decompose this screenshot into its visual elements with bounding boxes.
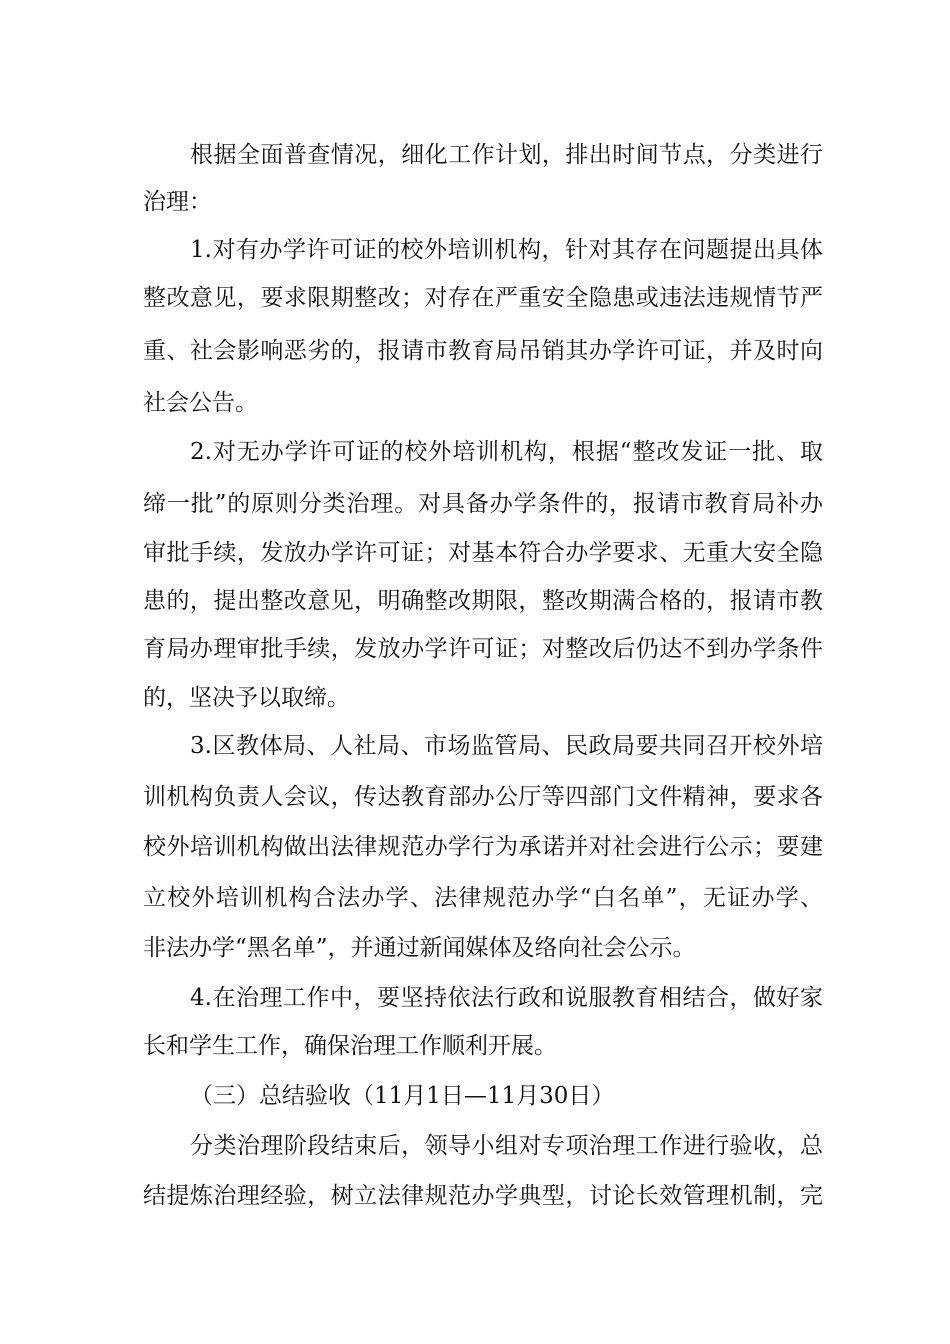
paragraph-line: 非法办学“黑名单”，并通过新闻媒体及络向社会公示。 [143,935,696,961]
paragraph-line: 社会公告。 [143,390,258,416]
paragraph-line: 治理： [143,189,212,215]
paragraph-line: 根据全面普查情况，细化工作计划，排出时间节点，分类进行 [190,142,823,168]
paragraph-line: 重、社会影响恶劣的，报请市教育局吊销其办学许可证，并及时向 [143,338,823,364]
paragraph-line: 4.在治理工作中，要坚持依法行政和说服教育相结合，做好家 [190,985,823,1011]
paragraph-line: 整改意见，要求限期整改；对存在严重安全隐患或违法违规情节严 [143,285,823,311]
paragraph-line: 分类治理阶段结束后，领导小组对专项治理工作进行验收，总 [190,1133,823,1159]
paragraph-line: 3.区教体局、人社局、市场监管局、民政局要共同召开校外培 [190,733,823,759]
paragraph-line: 训机构负责人会议，传达教育部办公厅等四部门文件精神，要求各 [143,784,823,810]
paragraph-line: 长和学生工作，确保治理工作顺利开展。 [143,1033,557,1059]
paragraph-line: 育局办理审批手续，发放办学许可证；对整改后仍达不到办学条件 [143,636,823,662]
paragraph-line: 审批手续，发放办学许可证；对基本符合办学要求、无重大安全隐 [143,540,823,566]
paragraph-line: 的，坚决予以取缔。 [143,685,350,711]
paragraph-line: 结提炼治理经验，树立法律规范办学典型，讨论长效管理机制，完 [143,1183,823,1209]
paragraph-line: 立校外培训机构合法办学、法律规范办学“白名单”，无证办学、 [143,885,823,911]
paragraph-line: 缔一批”的原则分类治理。对具备办学条件的，报请市教育局补办 [143,491,823,517]
section-heading: （三）总结验收（11月1日—11月30日） [190,1083,615,1109]
paragraph-line: 2.对无办学许可证的校外培训机构，根据“整改发证一批、取 [190,439,823,465]
paragraph-line: 校外培训机构做出法律规范办学行为承诺并对社会进行公示；要建 [143,834,823,860]
paragraph-line: 患的，提出整改意见，明确整改期限，整改期满合格的，报请市教 [143,588,823,614]
paragraph-line: 1.对有办学许可证的校外培训机构，针对其存在问题提出具体 [190,237,823,263]
